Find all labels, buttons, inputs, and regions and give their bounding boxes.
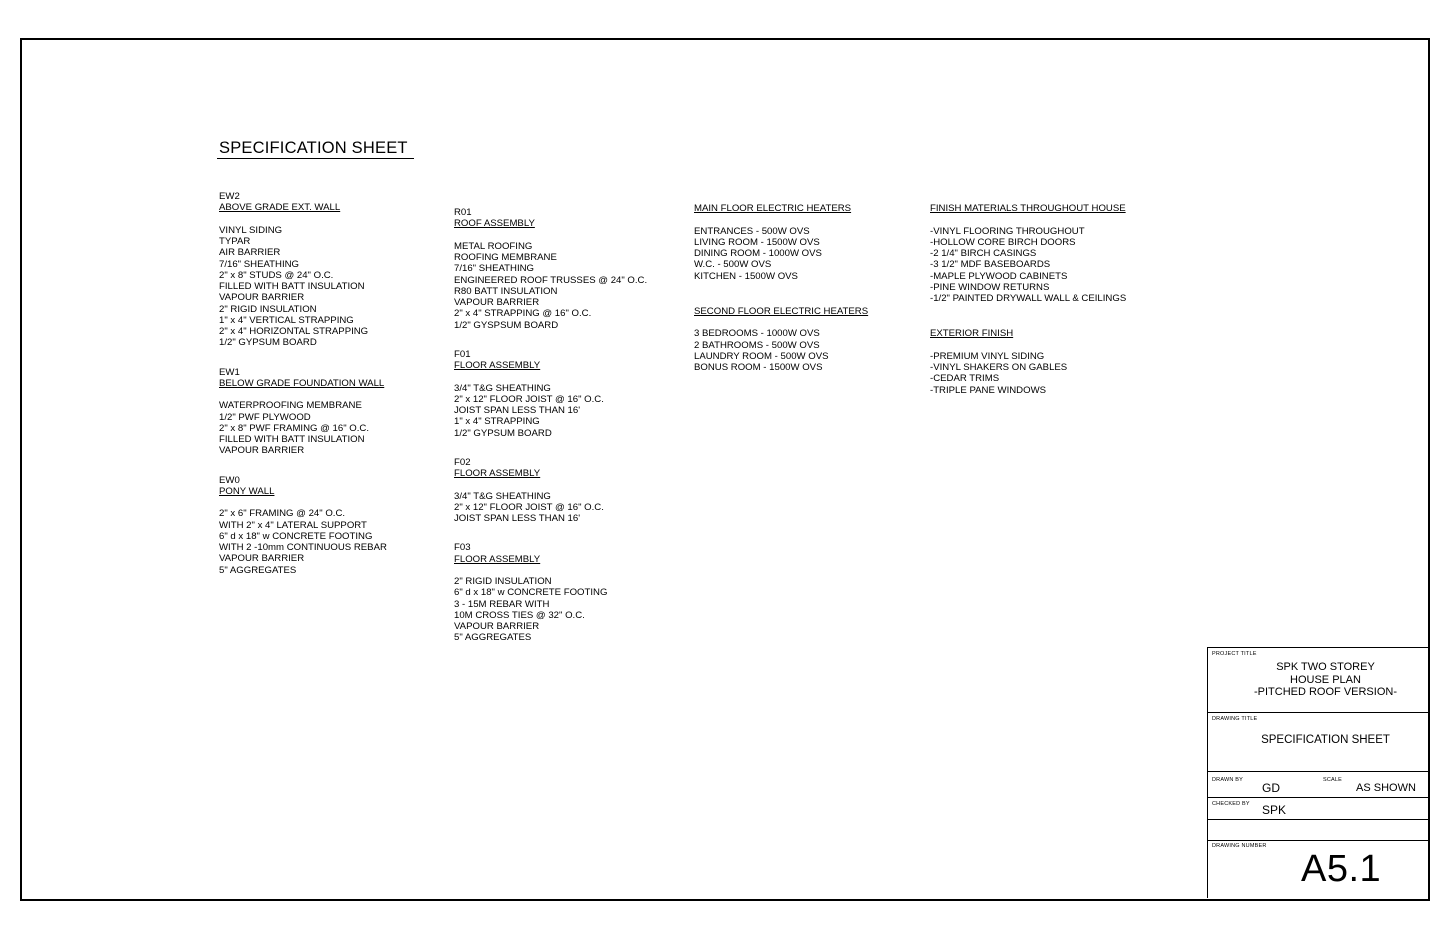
spec-line: -1/2" PAINTED DRYWALL WALL & CEILINGS [930,293,1127,304]
spec-line: 2" x 8" STUDS @ 24" O.C. [219,269,334,281]
spec-line: VAPOUR BARRIER [454,621,540,632]
drawing-number: A5.1 [1301,848,1382,890]
spec-line: 2" x 12" FLOOR JOIST @ 16" O.C. [454,501,604,513]
spec-column-4 [930,203,1126,420]
spec-heading: FLOOR ASSEMBLY [454,553,541,565]
spec-line: -PREMIUM VINYL SIDING [930,350,1045,362]
spec-heading: EXTERIOR FINISH [930,328,1014,340]
title-block-divider [1208,840,1428,841]
spec-line: 3/4" T&G SHEATHING [454,382,551,394]
spec-heading: BELOW GRADE FOUNDATION WALL [219,377,385,389]
spec-line: -TRIPLE PANE WINDOWS [930,384,1047,396]
spec-heading: FLOOR ASSEMBLY [454,360,541,371]
project-title-line: SPK TWO STOREY [1276,661,1375,673]
spec-line: WITH 2 -10mm CONTINUOUS REBAR [219,542,387,553]
spec-line: 10M CROSS TIES @ 32" O.C. [454,609,585,621]
spec-line: VAPOUR BARRIER [219,292,305,304]
spec-line: AIR BARRIER [219,247,281,259]
title-block-divider [1208,771,1428,772]
title-block-divider [1208,712,1428,713]
spec-line: FILLED WITH BATT INSULATION [219,281,365,292]
spec-line: 6" d x 18" w CONCRETE FOOTING [454,587,608,599]
title-block-divider [1208,819,1428,820]
spec-line: METAL ROOFING [454,240,533,252]
spec-block-finish-materials [930,203,1126,304]
spec-line: DINING ROOM - 1000W OVS [694,248,822,259]
spec-heading: MAIN FLOOR ELECTRIC HEATERS [694,203,852,214]
spec-line: 2" RIGID INSULATION [219,303,317,315]
spec-line: W.C. - 500W OVS [694,259,772,271]
spec-line: 2" x 4" STRAPPING @ 16" O.C. [454,308,592,320]
spec-line: 5" AGGREGATES [454,632,532,644]
spec-code: EW2 [219,191,240,202]
spec-code: EW1 [219,366,240,378]
spec-block-second-floor-heaters [694,306,868,374]
spec-block-f03 [454,542,647,643]
spec-line: 2" x 12" FLOOR JOIST @ 16" O.C. [454,393,604,405]
checked-by-value: SPK [1262,803,1287,817]
spec-line: 2 BATHROOMS - 500W OVS [694,339,820,351]
spec-line: 2" RIGID INSULATION [454,576,552,587]
spec-line: LIVING ROOM - 1500W OVS [694,236,820,248]
sheet-title-underline [217,158,414,159]
spec-line: 1/2" GYSPSUM BOARD [454,319,559,331]
spec-block-f02 [454,457,647,525]
spec-line: 3 BEDROOMS - 1000W OVS [694,328,820,340]
spec-line: TYPAR [219,236,251,247]
spec-line: -MAPLE PLYWOOD CABINETS [930,270,1068,282]
project-title-line: HOUSE PLAN [1290,673,1361,686]
spec-line: FILLED WITH BATT INSULATION [219,434,365,445]
drawn-by-value: GD [1262,781,1280,795]
spec-block-main-floor-heaters [694,203,868,282]
title-block-divider [1208,797,1428,798]
spec-code: F03 [454,542,471,554]
spec-block-r01 [454,207,647,331]
spec-heading: SECOND FLOOR ELECTRIC HEATERS [694,305,869,317]
spec-heading: FLOOR ASSEMBLY [454,468,541,479]
scale-value: AS SHOWN [1356,782,1416,794]
spec-line: 1" x 4" VERTICAL STRAPPING [219,314,354,326]
spec-column-2 [454,207,647,662]
spec-line: 2" x 6" FRAMING @ 24" O.C. [219,508,346,520]
spec-line: 1/2" GYPSUM BOARD [219,337,317,349]
spec-block-ew1 [219,367,387,457]
project-title-line: -PITCHED ROOF VERSION- [1253,686,1397,698]
drawn-by-label: DRAWN BY [1212,777,1244,783]
spec-line: 2" x 8" PWF FRAMING @ 16" O.C. [219,422,370,434]
spec-column-1 [219,191,387,594]
spec-line: 6" d x 18" w CONCRETE FOOTING [219,530,373,542]
spec-line: VAPOUR BARRIER [219,445,305,457]
spec-line: WITH 2" x 4" LATERAL SUPPORT [219,519,367,531]
spec-line: 7/16" SHEATHING [219,258,300,270]
spec-line: JOIST SPAN LESS THAN 16' [454,405,581,416]
spec-line: VAPOUR BARRIER [454,297,540,308]
spec-line: 1/2" PWF PLYWOOD [219,411,311,423]
spec-line: ROOFING MEMBRANE [454,252,557,263]
spec-line: ENTRANCES - 500W OVS [694,225,810,237]
spec-line: 1" x 4" STRAPPING [454,416,540,428]
spec-code: EW0 [219,474,240,486]
spec-block-f01 [454,349,647,439]
spec-line: R80 BATT INSULATION [454,285,558,297]
spec-line: JOIST SPAN LESS THAN 16' [454,513,581,524]
spec-line: VAPOUR BARRIER [219,553,305,565]
drawing-number-label: DRAWING NUMBER [1212,843,1267,849]
spec-block-ew2 [219,191,387,349]
scale-label: SCALE [1323,777,1343,783]
spec-line: 3/4" T&G SHEATHING [454,490,551,502]
title-block-divider [1208,647,1428,648]
spec-line: -2 1/4" BIRCH CASINGS [930,248,1037,259]
spec-code: R01 [454,207,472,218]
spec-line: -VINYL FLOORING THROUGHOUT [930,225,1085,237]
spec-line: 5" AGGREGATES [219,564,297,576]
drawing-title: SPECIFICATION SHEET [1261,734,1390,746]
spec-heading: PONY WALL [219,485,275,497]
project-title [1208,661,1443,699]
spec-line: 3 - 15M REBAR WITH [454,598,550,610]
spec-line: -CEDAR TRIMS [930,373,1000,385]
spec-block-exterior-finish [930,328,1126,396]
spec-line: -3 1/2" MDF BASEBOARDS [930,259,1051,271]
spec-code: F01 [454,348,471,360]
spec-line: -PINE WINDOW RETURNS [930,281,1050,293]
spec-line: LAUNDRY ROOM - 500W OVS [694,350,829,362]
spec-heading: ABOVE GRADE EXT. WALL [219,202,341,214]
spec-column-3 [694,203,868,397]
spec-line: 1/2" GYPSUM BOARD [454,427,552,439]
spec-heading: FINISH MATERIALS THROUGHOUT HOUSE [930,203,1126,214]
spec-code: F02 [454,456,471,468]
drawing-title-label: DRAWING TITLE [1212,716,1258,722]
spec-line: ENGINEERED ROOF TRUSSES @ 24" O.C. [454,274,648,286]
spec-heading: ROOF ASSEMBLY [454,218,535,230]
spec-line: KITCHEN - 1500W OVS [694,270,798,282]
spec-line: VINYL SIDING [219,224,283,236]
sheet-title: SPECIFICATION SHEET [219,139,408,157]
spec-line: 7/16" SHEATHING [454,263,535,275]
spec-block-ew0 [219,475,387,576]
title-block [1207,647,1428,898]
spec-line: BONUS ROOM - 1500W OVS [694,362,823,373]
spec-line: 2" x 4" HORIZONTAL STRAPPING [219,326,369,337]
checked-by-label: CHECKED BY [1212,801,1250,807]
spec-line: WATERPROOFING MEMBRANE [219,400,362,412]
spec-line: -VINYL SHAKERS ON GABLES [930,362,1068,373]
project-title-label: PROJECT TITLE [1212,651,1257,657]
spec-line: -HOLLOW CORE BIRCH DOORS [930,236,1076,248]
